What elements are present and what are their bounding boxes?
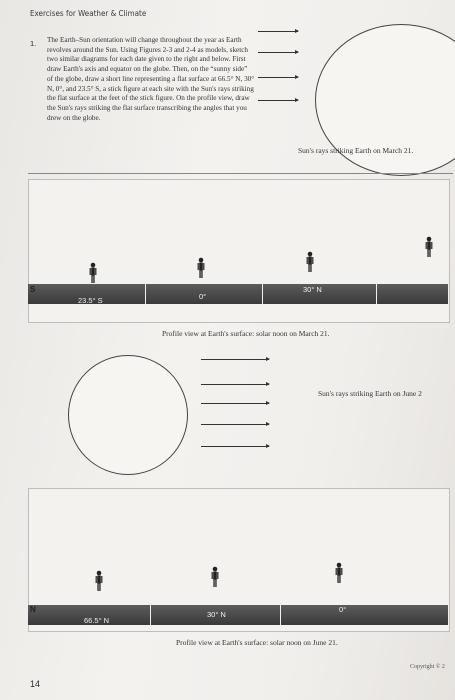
march-ground-separator — [145, 284, 146, 304]
march-divider — [28, 173, 453, 174]
copyright-notice: Copyright © 2 — [410, 664, 445, 670]
march-stick-figure-0 — [196, 257, 206, 279]
june-rays-caption: Sun's rays striking Earth on June 2 — [318, 389, 422, 398]
june-sun-ray-3 — [201, 403, 269, 404]
question-text: The Earth–Sun orientation will change throughout the year as Earth revolves around the Sun. Using Figures 2-3 and 2-4 as models, sketch two similar diagrams for each date given to the right and below. First draw Earth's axis and equator on the globe. Then, on the “sunny side” of the globe, draw a short line representing a flat surface at 66.5° N, 30° N, 0°, and 23.5° S, a stick figure at each site with the Sun's rays striking the flat surface at the feet of the stick figure. On the profile view, draw the Sun's rays striking the flat surface transcribing the angles that you drew on the globe. — [47, 36, 255, 122]
march-label-30n: 30° N — [303, 285, 322, 294]
june-sun-ray-5 — [201, 446, 269, 447]
march-stick-figure-23s — [88, 262, 98, 284]
march-label-66n: 66.5° N — [421, 270, 447, 279]
march-stick-figure-66n — [424, 236, 434, 258]
page-number: 14 — [30, 679, 41, 689]
june-ground-separator — [150, 605, 151, 625]
june-ground-separator — [280, 605, 281, 625]
march-sun-ray-4 — [258, 100, 298, 101]
june-sun-ray-1 — [201, 359, 269, 360]
march-ground-separator — [262, 284, 263, 304]
march-label-23s: 23.5° S — [78, 296, 103, 305]
page-header: Exercises for Weather & Climate — [30, 9, 147, 18]
march-south-letter: S — [30, 285, 36, 294]
june-label-0: 0° — [339, 605, 347, 614]
june-stick-figure-0 — [334, 562, 344, 584]
june-label-66n: 66.5° N — [84, 616, 110, 625]
march-profile-caption: Profile view at Earth's surface: solar noon on March 21. — [162, 329, 330, 338]
march-sun-ray-1 — [258, 31, 298, 32]
june-label-30n: 30° N — [207, 610, 226, 619]
june-sun-ray-2 — [201, 384, 269, 385]
june-profile-caption: Profile view at Earth's surface: solar noon on June 21. — [176, 638, 338, 647]
march-rays-caption: Sun's rays striking Earth on March 21. — [298, 146, 414, 155]
question-number: 1. — [30, 39, 37, 48]
june-globe — [68, 355, 188, 475]
march-sun-ray-3 — [258, 77, 298, 78]
march-stick-figure-30n — [305, 251, 315, 273]
march-sun-ray-2 — [258, 52, 298, 53]
march-label-0: 0° — [199, 292, 207, 301]
june-north-letter: N — [30, 605, 36, 614]
june-stick-figure-66n — [94, 570, 104, 592]
june-sun-ray-4 — [201, 424, 269, 425]
june-stick-figure-30n — [210, 566, 220, 588]
march-ground-separator — [376, 284, 377, 304]
